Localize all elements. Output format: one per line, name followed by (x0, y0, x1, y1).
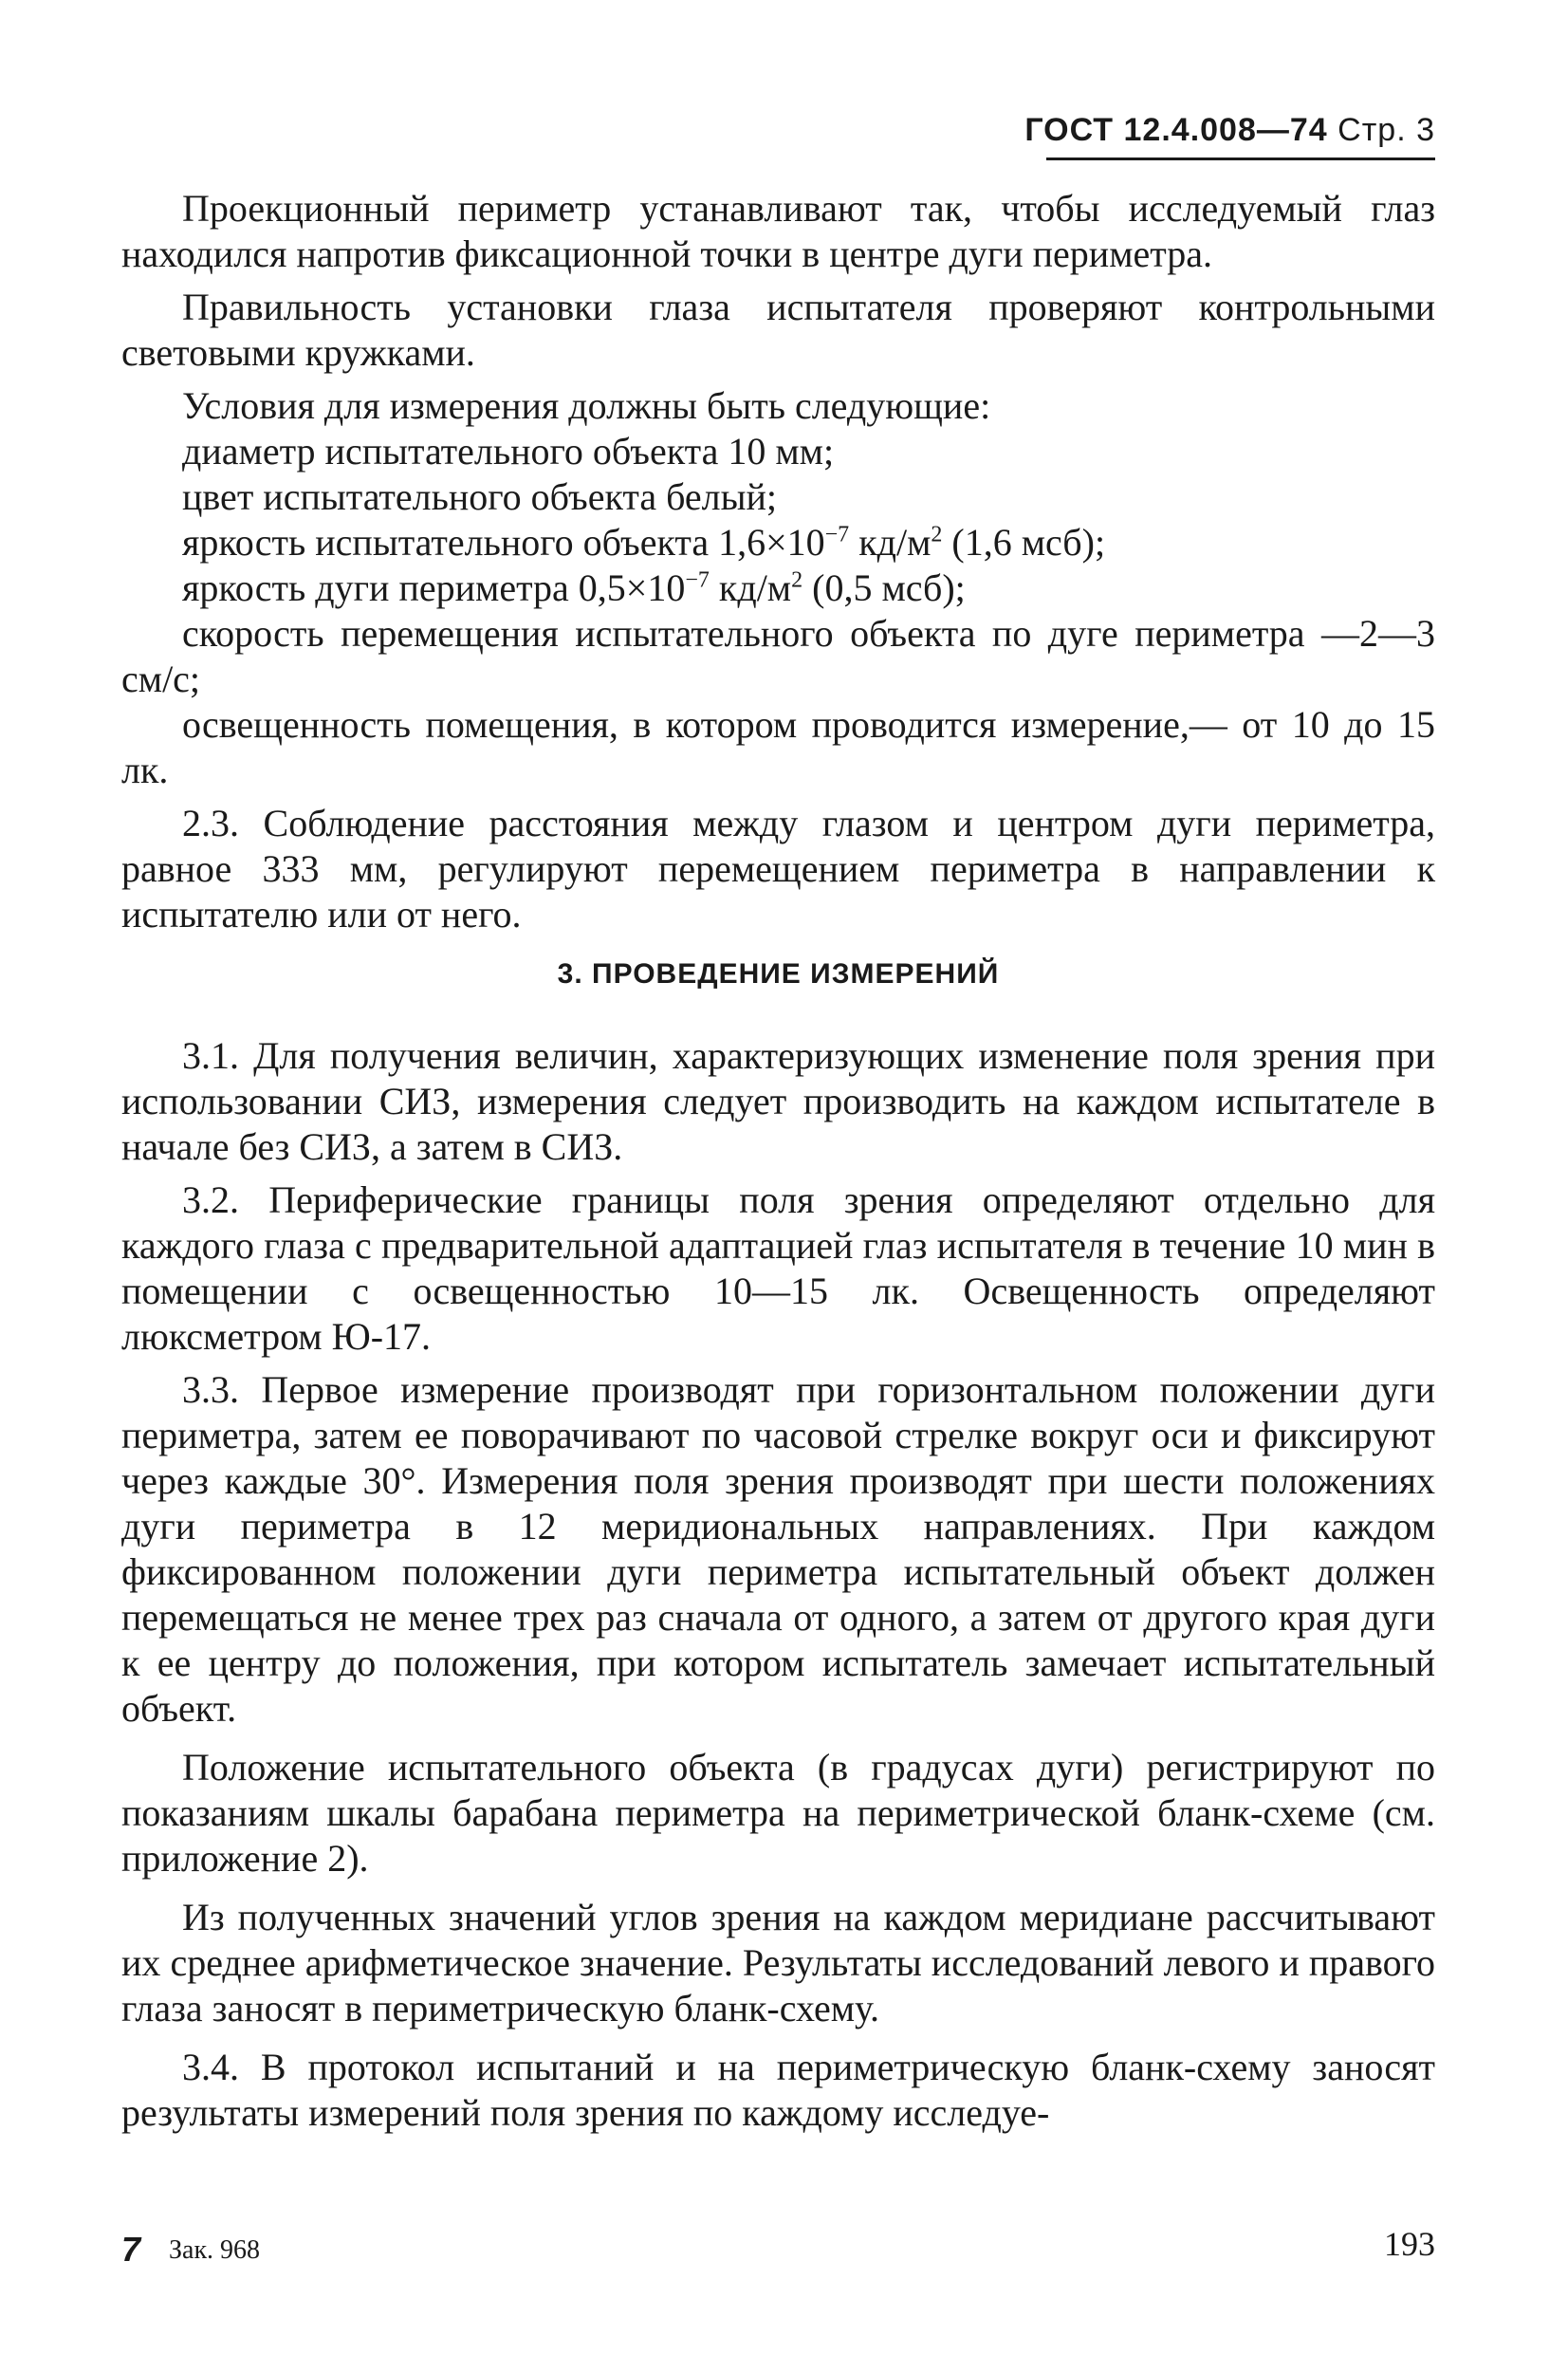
text-block-top (121, 186, 1435, 937)
condition-item-diameter: диаметр испытательного объекта 10 мм; (182, 430, 835, 473)
section-title: 3. ПРОВЕДЕНИЕ ИЗМЕРЕНИЙ (557, 958, 1000, 990)
condition-item-arc-brightness: яркость дуги периметра $0,5\times 10^{-7}$ $кд/м^2$ (0,5 мсб); (182, 566, 966, 609)
condition-item-color: цвет испытательного объекта белый; (182, 475, 778, 518)
page-header (1024, 112, 1435, 149)
sheet-number: 7 (121, 2230, 141, 2269)
condition-item-illumination: освещенность помещения, в котором проводится измерение,— от 10 до 15 лк. (121, 703, 1435, 791)
paragraph-conditions-intro: Условия для измерения должны быть следующие: (182, 384, 991, 427)
page-number: 193 (1384, 2225, 1435, 2263)
standard-number: ГОСТ 12.4.008—74 (1024, 112, 1328, 148)
text-block-bottom (121, 1033, 1435, 2136)
condition-item-speed: скорость перемещения испытательного объекта по дуге периметра —2—3 см/с; (121, 612, 1435, 700)
condition-item-object-brightness: яркость испытательного объекта $1,6\times 10^{-7}$ $кд/м^2$ (1,6 мсб); (182, 521, 1106, 564)
paragraph-2-3: 2.3. Соблюдение расстояния между глазом и центром дуги периметра, равное 333 мм, регулируют перемещением периметра в направлении к испытателю или от него. (121, 802, 1435, 936)
page-label: Стр. 3 (1337, 112, 1435, 148)
paragraph-average-calculation: Из полученных значений углов зрения на каждом меридиане рассчитывают их среднее арифметическое значение. Результаты исследований левого и правого глаза заносят в периметрическую бланк-схему. (121, 1896, 1435, 2030)
paragraph-3-2: 3.2. Периферические границы поля зрения определяют отдельно для каждого глаза с предварительной адаптацией глаз испытателя в течение 10 мин в помещении с освещенностью 10—15 лк. Освещенность определяют люксметром Ю-17. (121, 1178, 1435, 1358)
paragraph-object-position: Положение испытательного объекта (в градусах дуги) регистрируют по показаниям шкалы барабана периметра на периметрической бланк-схеме (см. приложение 2). (121, 1746, 1435, 1880)
paragraph-3-3: 3.3. Первое измерение производят при горизонтальном положении дуги периметра, затем ее поворачивают по часовой стрелке вокруг оси и фиксируют через каждые 30°. Измерения поля зрения производят при шести положениях дуги периметра в 12 меридиональных направлениях. При каждом фиксированном положении дуги периметра испытательный объект должен перемещаться не менее трех раз сначала от одного, а затем от другого края дуги к ее центру до положения, при котором испытатель замечает испытательный объект. (121, 1368, 1435, 1730)
header-rule (1046, 158, 1435, 160)
paragraph-3-1: 3.1. Для получения величин, характеризующих изменение поля зрения при использовании СИЗ, измерения следует производить на каждом испытателе в начале без СИЗ, а затем в СИЗ. (121, 1034, 1435, 1168)
document-page (121, 0, 1435, 2354)
paragraph-3-4: 3.4. В протокол испытаний и на периметрическую бланк-схему заносят результаты измерений поля зрения по каждому исследуе- (121, 2046, 1435, 2134)
paragraph-projection-perimeter: Проекционный периметр устанавливают так, чтобы исследуемый глаз находился напротив фиксационной точки в центре дуги периметра. (121, 187, 1435, 275)
order-number: Зак. 968 (169, 2235, 261, 2265)
paragraph-eye-position-check: Правильность установки глаза испытателя проверяют контрольными световыми кружками. (121, 286, 1435, 374)
